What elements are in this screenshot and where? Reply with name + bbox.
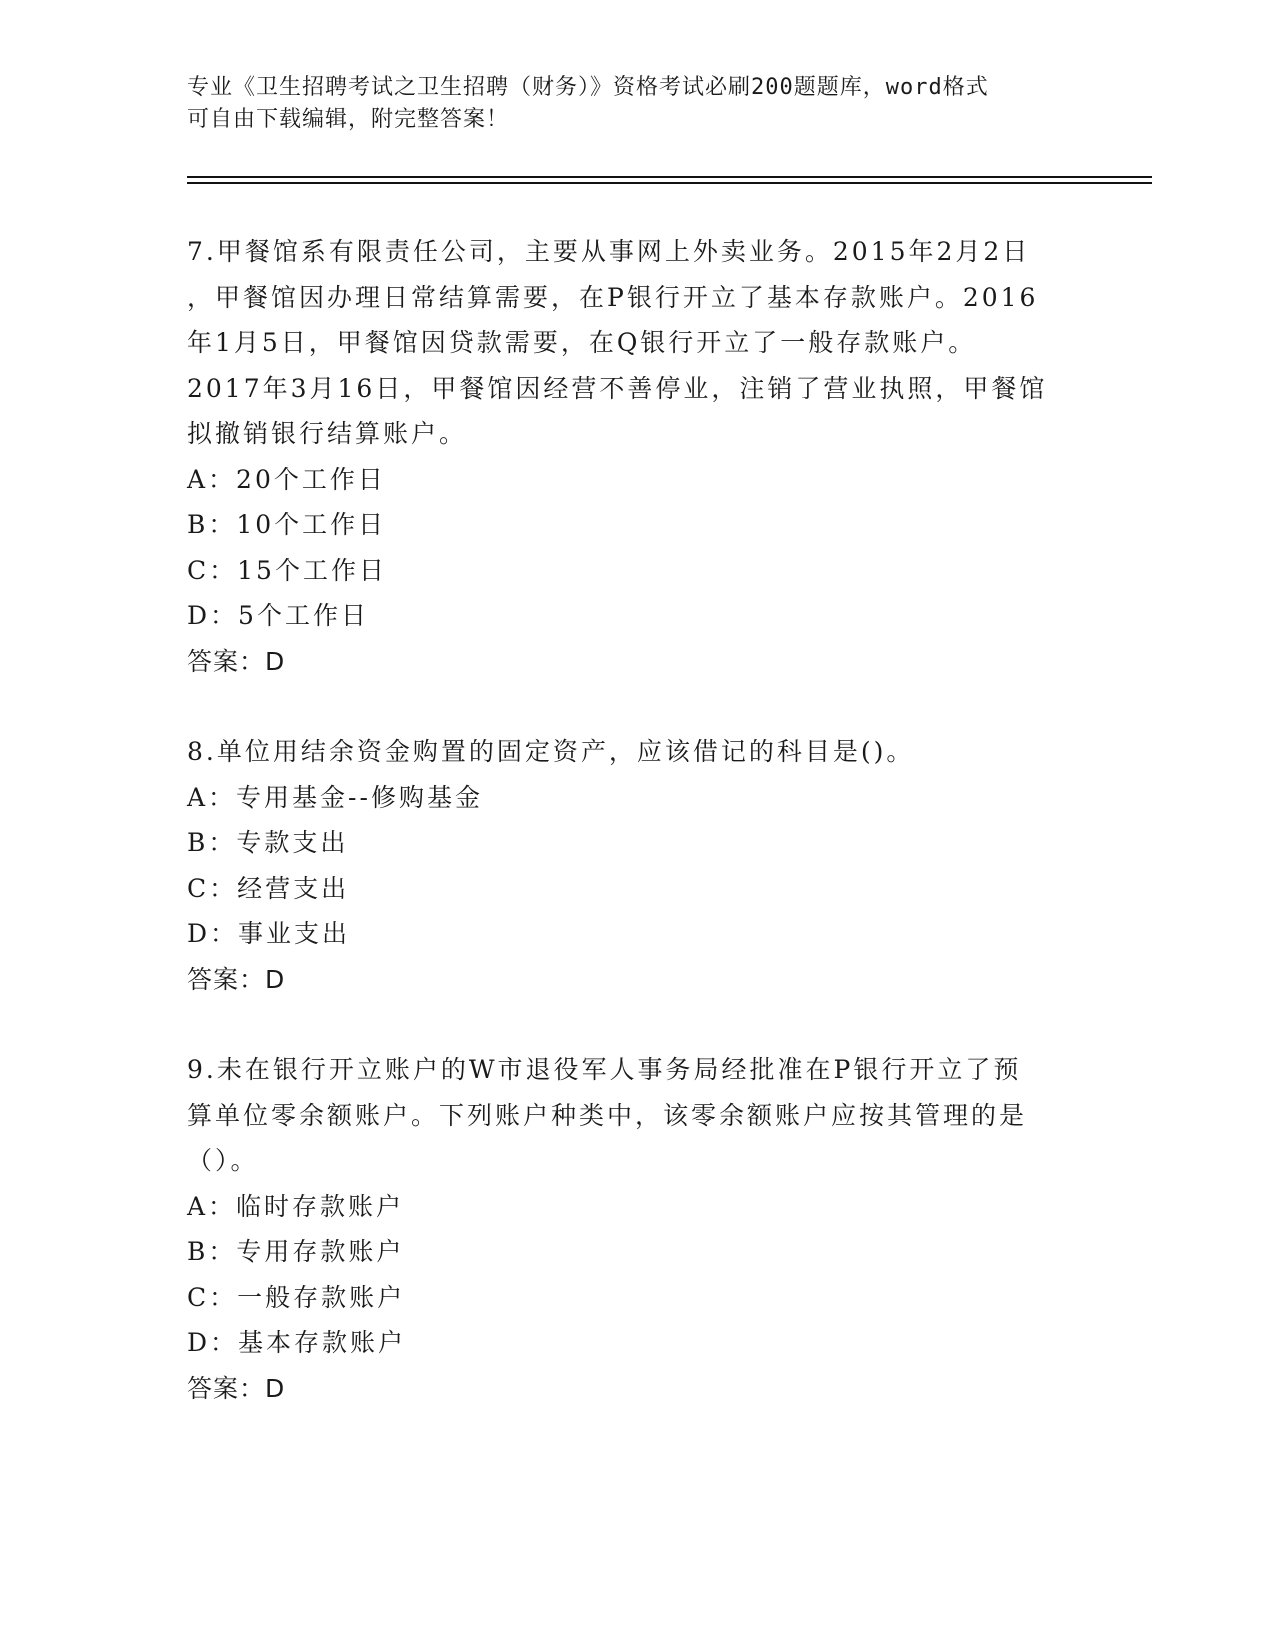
document-header: [187, 72, 1067, 136]
question-7: [187, 229, 1087, 684]
header-line-2: 可自由下载编辑，附完整答案！: [187, 107, 510, 132]
option-c: C：15个工作日: [187, 555, 387, 585]
question-8: [187, 729, 1087, 1002]
question-spacer: [187, 1002, 1087, 1047]
header-divider-bottom: [187, 182, 1152, 184]
option-a: A：临时存款账户: [187, 1191, 405, 1221]
question-stem-line: 年1月5日，甲餐馆因贷款需要，在Q银行开立了一般存款账户。: [187, 328, 977, 357]
question-stem-line: 拟撤销银行结算账户。: [187, 419, 468, 448]
option-d: D：5个工作日: [187, 601, 369, 630]
header-divider-top: [187, 176, 1152, 178]
answer-label: 答案：D: [187, 1373, 286, 1403]
option-c: C：经营支出: [187, 873, 350, 903]
question-stem-line: （）。: [187, 1146, 259, 1175]
answer-label: 答案：D: [187, 646, 286, 676]
question-stem-line: 8.单位用结余资金购置的固定资产，应该借记的科目是()。: [187, 737, 915, 766]
question-9: [187, 1047, 1087, 1411]
option-c: C：一般存款账户: [187, 1282, 406, 1312]
option-d: D：基本存款账户: [187, 1328, 407, 1357]
option-d: D：事业支出: [187, 919, 351, 948]
header-line-1: 专业《卫生招聘考试之卫生招聘（财务）》资格考试必刷200题题库，word格式: [187, 75, 989, 100]
option-a: A：20个工作日: [187, 464, 386, 494]
question-list: [187, 229, 1087, 1411]
option-b: B：专款支出: [187, 828, 349, 857]
option-b: B：专用存款账户: [187, 1237, 405, 1266]
option-b: B：10个工作日: [187, 510, 387, 539]
question-stem-line: 算单位零余额账户。下列账户种类中，该零余额账户应按其管理的是: [187, 1100, 1028, 1130]
question-stem-line: 9.未在银行开立账户的W市退役军人事务局经批准在P银行开立了预: [187, 1055, 1022, 1084]
question-spacer: [187, 684, 1087, 729]
question-stem-line: 7.甲餐馆系有限责任公司，主要从事网上外卖业务。2015年2月2日: [187, 237, 1031, 266]
question-stem-line: 2017年3月16日，甲餐馆因经营不善停业，注销了营业执照，甲餐馆: [187, 373, 1048, 403]
option-a: A：专用基金--修购基金: [187, 782, 483, 812]
question-stem-line: ，甲餐馆因办理日常结算需要，在P银行开立了基本存款账户。2016: [187, 282, 1039, 312]
answer-label: 答案：D: [187, 964, 286, 994]
